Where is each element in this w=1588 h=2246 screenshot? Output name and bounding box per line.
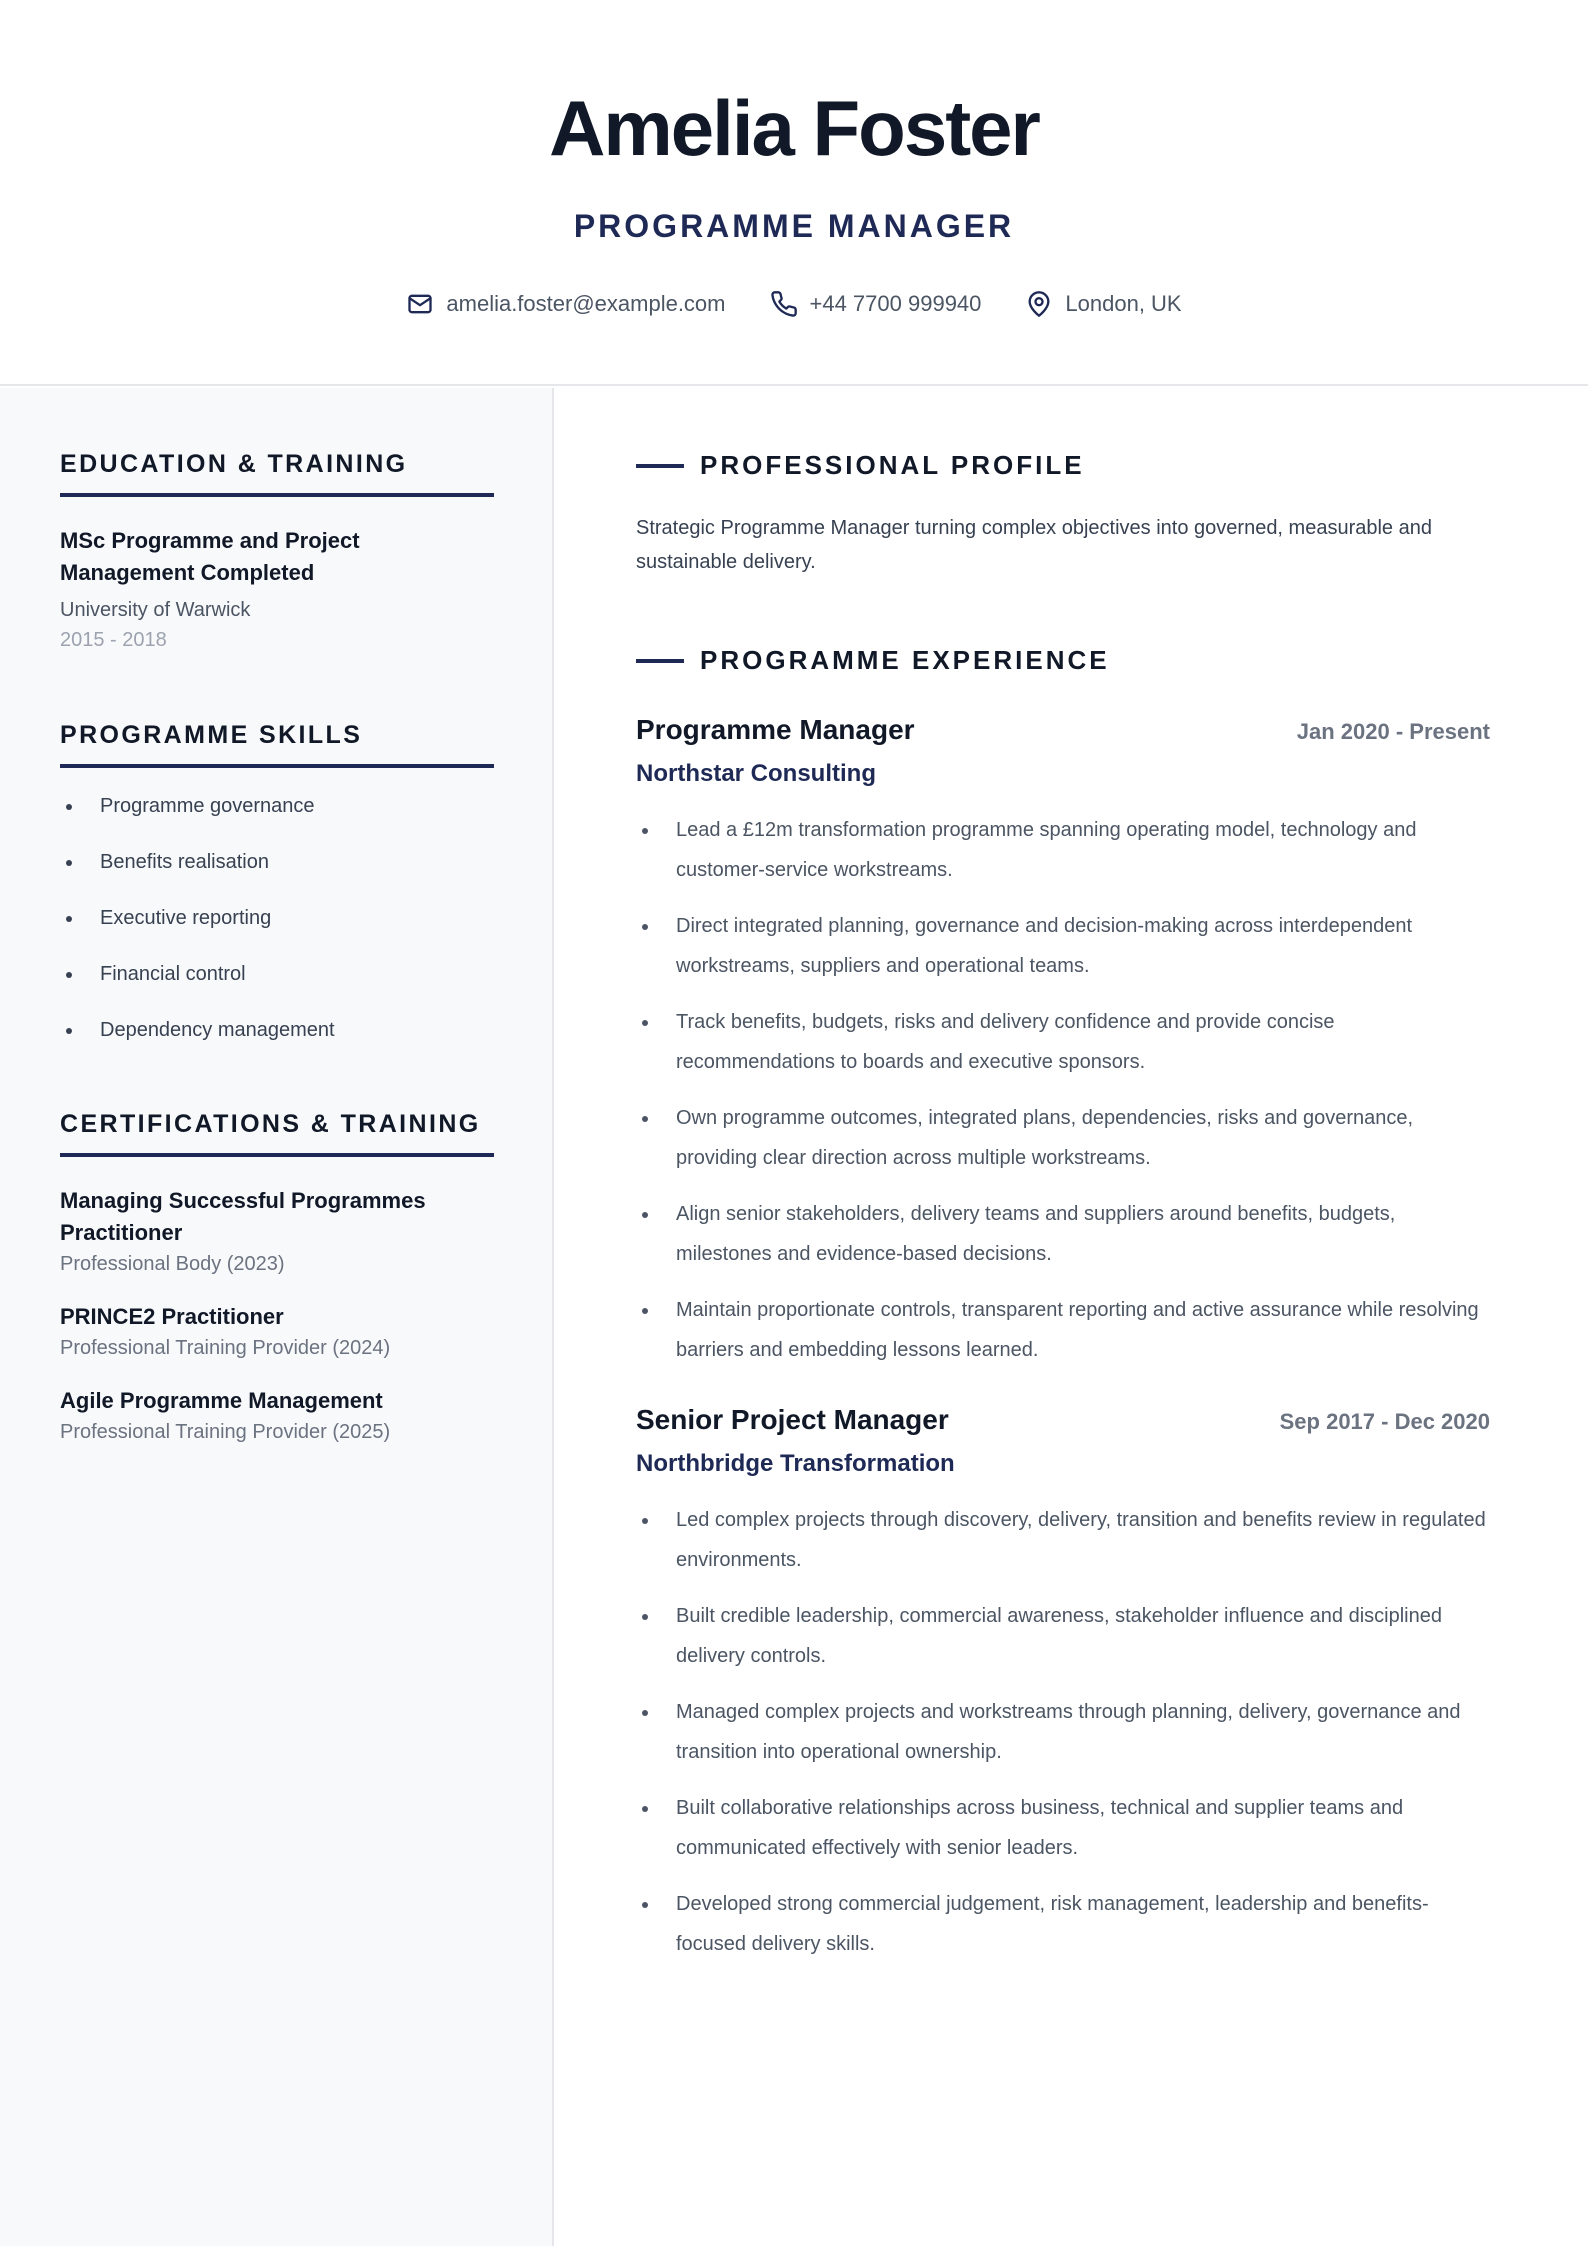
job-bullet: Align senior stakeholders, delivery teams and suppliers around benefits, budgets, milestones and evidence-based decisions. [636, 1194, 1490, 1274]
job-bullet: Own programme outcomes, integrated plans, dependencies, risks and governance, providing clear direction across multiple workstreams. [636, 1098, 1490, 1178]
experience-heading [636, 645, 1490, 676]
heading-accent-bar [636, 659, 684, 663]
skill-item: Dependency management [60, 1016, 492, 1044]
profile-heading-text: PROFESSIONAL PROFILE [700, 450, 1085, 480]
job-bullet: Built collaborative relationships across business, technical and supplier teams and communicated effectively with senior leaders. [636, 1788, 1490, 1868]
job-bullet: Built credible leadership, commercial awareness, stakeholder influence and disciplined delivery controls. [636, 1596, 1490, 1676]
job-header [636, 714, 1490, 746]
contact-location [1025, 290, 1181, 318]
job-dates: Sep 2017 - Dec 2020 [1279, 1409, 1490, 1434]
job-bullet: Managed complex projects and workstreams through planning, delivery, governance and transition into operational ownership. [636, 1692, 1490, 1772]
phone-text: +44 7700 999940 [809, 291, 982, 316]
education-heading: EDUCATION & TRAINING [60, 450, 494, 497]
job-title: Senior Project Manager [636, 1404, 949, 1435]
location-text: London, UK [1065, 291, 1182, 316]
skill-item: Executive reporting [60, 904, 492, 932]
job-bullet: Lead a £12m transformation programme spanning operating model, technology and customer-service workstreams. [636, 810, 1490, 890]
certification-name: Agile Programme Management [60, 1388, 383, 1413]
job-title: Programme Manager [636, 714, 915, 745]
experience-section [636, 645, 1490, 1964]
education-school: University of Warwick [60, 599, 251, 621]
job-entry [636, 714, 1490, 1370]
profile-text: Strategic Programme Manager turning complex objectives into governed, measurable and sustainable delivery. [636, 517, 1432, 573]
certification-item [60, 1385, 492, 1447]
job-bullet: Track benefits, budgets, risks and delivery confidence and provide concise recommendations to boards and executive sponsors. [636, 1002, 1490, 1082]
heading-accent-bar [636, 464, 684, 468]
profile-section [636, 450, 1490, 579]
skill-item: Financial control [60, 960, 492, 988]
email-text: amelia.foster@example.com [446, 291, 726, 316]
certification-name: Managing Successful Programmes Practitioner [60, 1188, 426, 1245]
certification-org: Professional Training Provider (2025) [60, 1421, 391, 1443]
candidate-name: Amelia Foster [549, 84, 1039, 172]
mail-icon [406, 290, 434, 318]
job-bullets [636, 810, 1490, 1370]
main-content [556, 388, 1588, 1980]
certification-org: Professional Training Provider (2024) [60, 1337, 391, 1359]
job-bullet: Led complex projects through discovery, delivery, transition and benefits review in regulated environments. [636, 1500, 1490, 1580]
job-entry [636, 1404, 1490, 1964]
sidebar [0, 388, 554, 2246]
contact-bar [0, 290, 1588, 318]
profile-heading [636, 450, 1490, 481]
contact-email[interactable] [406, 290, 725, 318]
certification-name: PRINCE2 Practitioner [60, 1304, 284, 1329]
education-degree: MSc Programme and Project Management Completed [60, 528, 360, 585]
job-bullets [636, 1500, 1490, 1964]
skills-list [60, 792, 492, 1044]
resume-header [0, 0, 1588, 386]
skill-item: Benefits realisation [60, 848, 492, 876]
job-company: Northstar Consulting [636, 760, 876, 787]
contact-phone[interactable] [770, 290, 982, 318]
skills-section [60, 721, 492, 1044]
certification-item [60, 1185, 492, 1279]
job-company: Northbridge Transformation [636, 1450, 955, 1477]
certifications-section [60, 1110, 492, 1447]
certification-item [60, 1301, 492, 1363]
job-bullet: Maintain proportionate controls, transparent reporting and active assurance while resolving barriers and embedding lessons learned. [636, 1290, 1490, 1370]
education-years: 2015 - 2018 [60, 629, 167, 651]
phone-icon [770, 290, 798, 318]
job-bullet: Direct integrated planning, governance and decision-making across interdependent workstreams, suppliers and operational teams. [636, 906, 1490, 986]
job-dates: Jan 2020 - Present [1296, 719, 1490, 744]
job-header [636, 1404, 1490, 1436]
experience-heading-text: PROGRAMME EXPERIENCE [700, 645, 1110, 675]
candidate-role: PROGRAMME MANAGER [573, 208, 1015, 244]
certification-org: Professional Body (2023) [60, 1253, 285, 1275]
certifications-heading: CERTIFICATIONS & TRAINING [60, 1110, 494, 1157]
education-section [60, 450, 492, 655]
skills-heading: PROGRAMME SKILLS [60, 721, 494, 768]
location-pin-icon [1025, 290, 1053, 318]
job-bullet: Developed strong commercial judgement, risk management, leadership and benefits-focused delivery skills. [636, 1884, 1490, 1964]
skill-item: Programme governance [60, 792, 492, 820]
